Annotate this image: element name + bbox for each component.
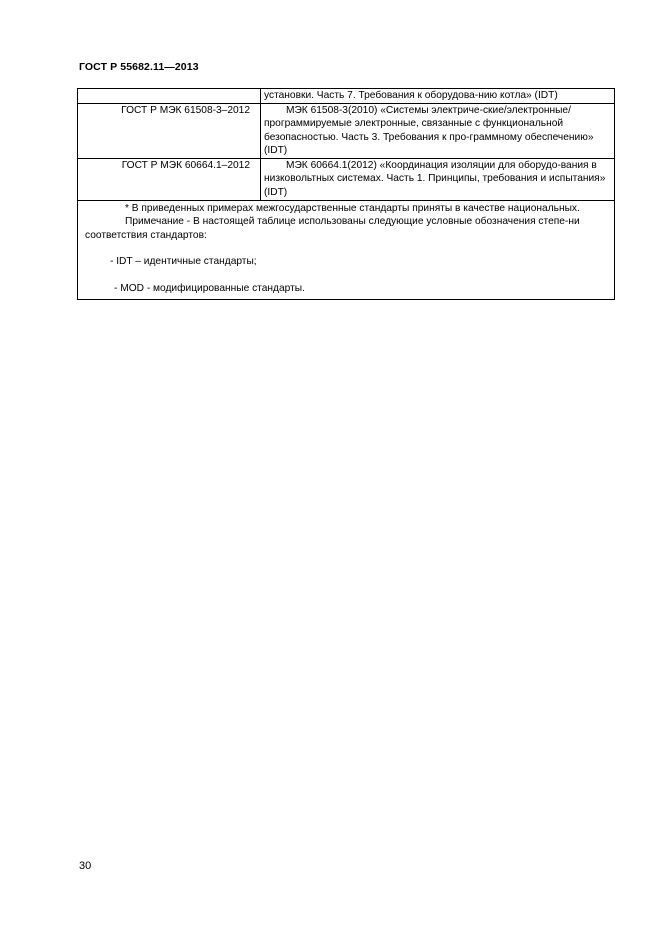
table-cell-international-standard: установки. Часть 7. Требования к оборудова-нию котла» (IDT) — [261, 89, 615, 104]
footnote-note: Примечание - В настоящей таблице использованы следующие условные обозначения степе-ни соответствия стандартов: — [85, 216, 580, 241]
footnote-idt: - IDT – идентичные стандарты; — [110, 256, 257, 268]
table-cell-national-standard: ГОСТ Р МЭК 60664.1–2012 — [78, 159, 261, 201]
document-header: ГОСТ Р 55682.11—2013 — [79, 61, 199, 73]
table-footnotes — [78, 201, 615, 300]
table-cell-international-standard: МЭК 61508-3(2010) «Системы электриче-ские/электронные/программируемые электронные, связанные с функциональной безопасностью. Часть 3. Требования к про-граммному обеспечению» (IDT) — [261, 104, 615, 159]
table-footnotes-row — [78, 201, 615, 300]
table-cell-national-standard: ГОСТ Р МЭК 61508-3–2012 — [78, 104, 261, 159]
table-cell-national-standard — [78, 89, 261, 104]
footnote-mod: - MOD - модифицированные стандарты. — [114, 282, 305, 294]
table-row — [78, 104, 615, 159]
page-number: 30 — [79, 860, 92, 872]
standards-table — [77, 88, 615, 300]
table-row — [78, 89, 615, 104]
table-cell-international-standard: МЭК 60664.1(2012) «Координация изоляции для оборудо-вания в низковольтных системах. Часть 1. Принципы, требования и испытания» (IDT) — [261, 159, 615, 201]
table-row — [78, 159, 615, 201]
footnote-star: * В приведенных примерах межгосударственные стандарты приняты в качестве национальных. — [125, 203, 580, 214]
